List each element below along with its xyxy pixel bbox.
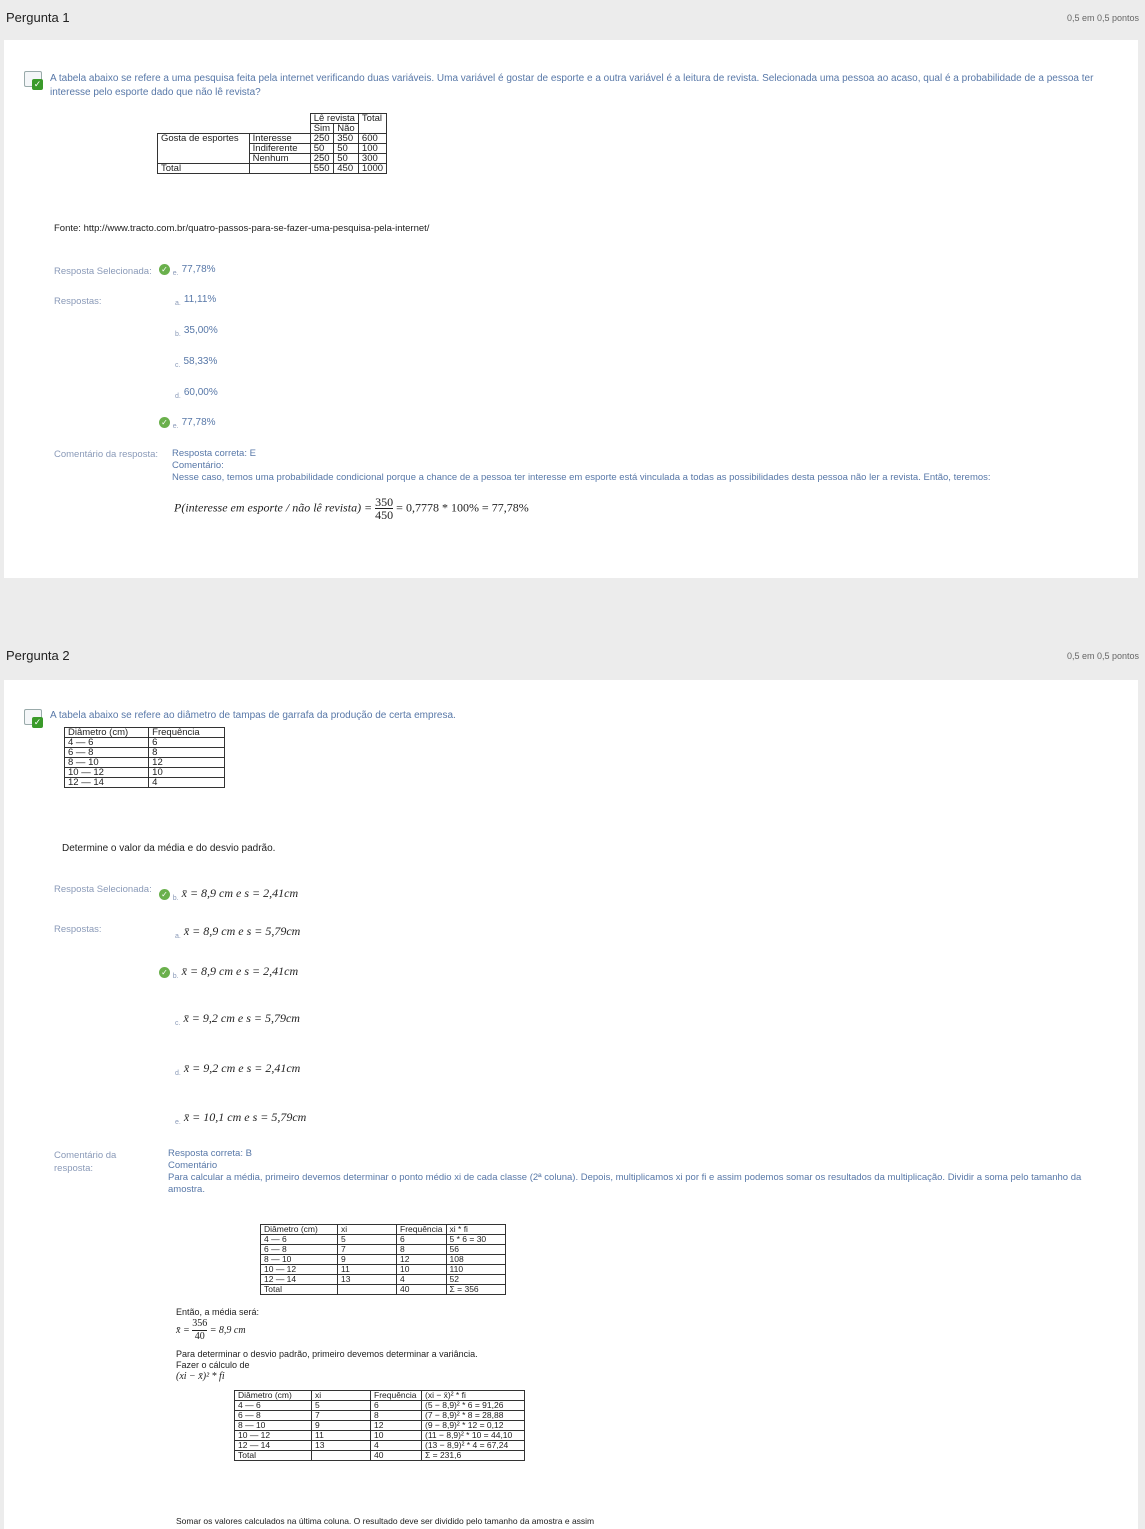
table-cell: 9	[338, 1255, 397, 1265]
table-cell: 5	[338, 1235, 397, 1245]
table-cell: 450	[334, 164, 359, 174]
table-cell: Σ = 231,6	[422, 1451, 525, 1461]
comment-title: Comentário:	[172, 460, 224, 471]
table-cell: (13 − 8,9)² * 4 = 67,24	[422, 1441, 525, 1451]
correct-answer-text: Resposta correta: E	[172, 448, 256, 459]
table-cell	[249, 164, 310, 174]
mean-fraction	[192, 1318, 207, 1343]
row-gosta: Gosta de esportes	[158, 134, 250, 164]
table-cell: 12	[397, 1255, 447, 1265]
q2-prompt: Determine o valor da média e do desvio padrão.	[62, 843, 276, 854]
q2-selected-answer	[159, 886, 298, 902]
q2-title: Pergunta 2	[6, 648, 70, 663]
header-sim: Sim	[310, 124, 334, 134]
table-cell: 8	[149, 748, 225, 758]
q2-comment	[168, 1148, 1088, 1196]
option-value: x̄ = 8,9 cm e s = 2,41cm	[181, 964, 299, 978]
correct-answer-text: Resposta correta: B	[168, 1148, 252, 1159]
q1-formula	[174, 496, 529, 521]
table-cell: 10 — 12	[261, 1265, 338, 1275]
table-cell: 12 — 14	[65, 778, 149, 788]
q2-option-c	[175, 1011, 300, 1027]
table-cell: Total	[158, 164, 250, 174]
q2-comment-label: Comentário da resposta:	[54, 1150, 117, 1174]
option-letter: a.	[175, 300, 181, 307]
option-value: 35,00%	[183, 325, 218, 336]
table-cell: Σ = 356	[446, 1285, 505, 1295]
fazer-text: Fazer o cálculo de	[176, 1360, 250, 1370]
header-le-revista: Lê revista	[310, 114, 358, 124]
option-value: x̄ = 10,1 cm e s = 5,79cm	[183, 1110, 307, 1124]
table-cell: (11 − 8,9)² * 10 = 44,10	[422, 1431, 525, 1441]
table-cell: 100	[358, 144, 386, 154]
q1-selected-answer	[159, 264, 216, 277]
mean-result: = 8,9 cm	[209, 1324, 246, 1336]
table-cell: 40	[371, 1451, 422, 1461]
option-letter: c.	[175, 1020, 181, 1027]
comment-text: Nesse caso, temos uma probabilidade condicional porque a chance de a pessoa ter interesse em esporte está vinculada a todas as possibilidades desta pessoa não ler a revista. Então, teremos:	[172, 472, 991, 483]
option-value: 77,78%	[181, 417, 216, 429]
q1-source: Fonte: http://www.tracto.com.br/quatro-passos-para-se-fazer-uma-pesquisa-pela-internet/	[54, 223, 430, 234]
table-cell: Nenhum	[249, 154, 310, 164]
table-header: Diâmetro (cm)	[235, 1391, 312, 1401]
table-cell: 1000	[358, 164, 386, 174]
table-cell: 8 — 10	[261, 1255, 338, 1265]
header-nao: Não	[334, 124, 359, 134]
table-cell: 12	[149, 758, 225, 768]
table-cell: 10 — 12	[65, 768, 149, 778]
table-header: (xi − x̄)² * fi	[422, 1391, 525, 1401]
q2-option-b	[159, 964, 298, 980]
q2-answers-label: Respostas:	[54, 924, 102, 935]
option-letter: a.	[175, 933, 181, 940]
table-cell: Indiferente	[249, 144, 310, 154]
option-value: 60,00%	[183, 387, 218, 398]
table-cell	[338, 1285, 397, 1295]
table-cell: 600	[358, 134, 386, 144]
table-cell: 9	[312, 1421, 371, 1431]
table-header: xi * fi	[446, 1225, 505, 1235]
table-cell: 6 — 8	[261, 1245, 338, 1255]
option-value: x̄ = 9,2 cm e s = 5,79cm	[183, 1011, 300, 1025]
table-cell: 8 — 10	[235, 1421, 312, 1431]
mean-numerator: 356	[192, 1318, 208, 1329]
table-cell: 10	[371, 1431, 422, 1441]
q1-comment	[172, 448, 1072, 484]
q1-header	[0, 0, 1145, 38]
option-letter: c.	[175, 362, 181, 369]
table-cell: 108	[446, 1255, 505, 1265]
q1-selected-label: Resposta Selecionada:	[54, 266, 152, 277]
q1-option-e	[159, 417, 216, 430]
table-cell: 300	[358, 154, 386, 164]
table-cell: 50	[334, 144, 359, 154]
option-value: 58,33%	[183, 356, 218, 367]
option-value: x̄ = 8,9 cm e s = 2,41cm	[181, 886, 299, 900]
formula-left: P(interesse em esporte / não lê revista) =	[174, 500, 373, 515]
correct-check-icon: ✓	[159, 967, 170, 978]
table-cell: 6 — 8	[235, 1411, 312, 1421]
option-letter: b.	[172, 895, 179, 902]
table-cell: 8	[371, 1411, 422, 1421]
table-cell: 350	[334, 134, 359, 144]
option-value: x̄ = 9,2 cm e s = 2,41cm	[183, 1061, 301, 1075]
header-total: Total	[358, 114, 386, 134]
table-cell: (9 − 8,9)² * 12 = 0,12	[422, 1421, 525, 1431]
table-cell: 7	[338, 1245, 397, 1255]
comment-text: Para calcular a média, primeiro devemos determinar o ponto médio xi de cada classe (2ª coluna). Depois, multiplicamos xi por fi e assim podemos somar os resultados da multiplicação. Dividir a soma pelo tamanho da amostra.	[168, 1172, 1082, 1195]
q2-option-a	[175, 924, 300, 940]
formula-numerator: 350	[375, 495, 394, 509]
formula-right: = 0,7778 * 100% = 77,78%	[396, 500, 529, 515]
q2-option-d	[175, 1061, 300, 1077]
option-letter: e.	[175, 1119, 181, 1126]
table-cell: 8	[397, 1245, 447, 1255]
table-cell: Interesse	[249, 134, 310, 144]
option-letter: b.	[172, 973, 179, 980]
q1-card	[4, 40, 1138, 578]
formula-fraction	[375, 496, 393, 521]
q1-option-c	[175, 356, 217, 369]
table-cell: 6 — 8	[65, 748, 149, 758]
correct-check-icon: ✓	[159, 264, 170, 275]
table-cell: 40	[397, 1285, 447, 1295]
q2-points: 0,5 em 0,5 pontos	[1066, 651, 1139, 661]
header-frequencia: Frequência	[149, 728, 225, 738]
fazer-formula: (xi − x̄)² * fi	[176, 1371, 225, 1382]
q2-selected-label: Resposta Selecionada:	[54, 884, 152, 895]
q2-option-e	[175, 1110, 306, 1126]
table-cell: 6	[149, 738, 225, 748]
table-cell: 5	[312, 1401, 371, 1411]
header-diametro: Diâmetro (cm)	[65, 728, 149, 738]
table-cell: 4	[149, 778, 225, 788]
table-cell: 13	[338, 1275, 397, 1285]
mean-formula: x̄ = $\frac{356}{40}$ = 8,9 cm	[176, 1318, 246, 1342]
table-cell: 6	[397, 1235, 447, 1245]
table-cell: Total	[261, 1285, 338, 1295]
table-cell: 8 — 10	[65, 758, 149, 768]
option-letter: b.	[175, 331, 181, 338]
table-cell: 4 — 6	[261, 1235, 338, 1245]
q1-comment-label: Comentário da resposta:	[54, 449, 159, 460]
table-cell: 4 — 6	[65, 738, 149, 748]
table-cell: 550	[310, 164, 334, 174]
table-cell: 4	[371, 1441, 422, 1451]
q1-points: 0,5 em 0,5 pontos	[1066, 13, 1139, 23]
table-header: Frequência	[397, 1225, 447, 1235]
table-cell: Total	[235, 1451, 312, 1461]
q1-data-table	[157, 113, 387, 174]
table-cell: 11	[312, 1431, 371, 1441]
correct-check-icon: ✓	[159, 889, 170, 900]
option-value: x̄ = 8,9 cm e s = 5,79cm	[183, 924, 301, 938]
q1-question-text: A tabela abaixo se refere a uma pesquisa feita pela internet verificando duas variáveis. Uma variável é gostar de esporte e a outra variável é a leitura de revista. Selecionada uma pessoa ao acaso, qual é a probabilidade de a pessoa ter interesse pelo esporte dado que não lê revista?	[50, 73, 1094, 98]
option-letter: d.	[175, 1070, 181, 1077]
table-cell: 11	[338, 1265, 397, 1275]
option-value: 11,11%	[183, 294, 217, 305]
formula-denominator: 450	[375, 508, 394, 522]
table-cell: 5 * 6 = 30	[446, 1235, 505, 1245]
q1-option-a	[175, 294, 216, 307]
somar-text: Somar os valores calculados na última coluna. O resultado deve ser dividido pelo tamanho da amostra e assim	[176, 1516, 595, 1526]
table-cell: (7 − 8,9)² * 8 = 28,88	[422, 1411, 525, 1421]
table-cell: 50	[334, 154, 359, 164]
question-status-icon: ✓	[24, 71, 44, 91]
table-cell: 13	[312, 1441, 371, 1451]
dp-intro: Para determinar o desvio padrão, primeiro devemos determinar a variância.	[176, 1349, 478, 1359]
q1-option-b	[175, 325, 218, 338]
q2-question-text: A tabela abaixo se refere ao diâmetro de tampas de garrafa da produção de certa empresa.	[50, 710, 456, 721]
option-letter: e.	[172, 270, 179, 278]
table-cell: 4	[397, 1275, 447, 1285]
q2-mean-table	[260, 1224, 506, 1295]
table-cell: 250	[310, 154, 334, 164]
option-letter: d.	[175, 393, 181, 400]
table-cell: 7	[312, 1411, 371, 1421]
mean-intro: Então, a média será:	[176, 1307, 260, 1317]
table-cell: 10	[397, 1265, 447, 1275]
table-cell: 10 — 12	[235, 1431, 312, 1441]
table-cell	[312, 1451, 371, 1461]
table-header: Frequência	[371, 1391, 422, 1401]
table-header: xi	[312, 1391, 371, 1401]
option-value: 77,78%	[181, 264, 216, 276]
q1-title: Pergunta 1	[6, 10, 70, 25]
table-header: Diâmetro (cm)	[261, 1225, 338, 1235]
table-cell: 250	[310, 134, 334, 144]
q2-card	[4, 680, 1138, 1529]
table-cell: 52	[446, 1275, 505, 1285]
table-cell: (5 − 8,9)² * 6 = 91,26	[422, 1401, 525, 1411]
table-cell: 10	[149, 768, 225, 778]
q1-answers-label: Respostas:	[54, 296, 102, 307]
table-cell: 56	[446, 1245, 505, 1255]
table-cell: 4 — 6	[235, 1401, 312, 1411]
correct-check-icon: ✓	[159, 417, 170, 428]
table-cell: 12 — 14	[261, 1275, 338, 1285]
table-cell: 110	[446, 1265, 505, 1275]
q2-header	[0, 638, 1145, 676]
table-cell: 50	[310, 144, 334, 154]
table-cell: 12	[371, 1421, 422, 1431]
comment-title: Comentário	[168, 1160, 218, 1171]
q2-data-table	[64, 727, 225, 788]
mean-denominator: 40	[194, 1331, 205, 1342]
table-cell: 6	[371, 1401, 422, 1411]
table-cell: 12 — 14	[235, 1441, 312, 1451]
q2-variance-table	[234, 1390, 525, 1461]
question-status-icon: ✓	[24, 709, 44, 729]
option-letter: e.	[172, 423, 179, 431]
table-header: xi	[338, 1225, 397, 1235]
q1-option-d	[175, 387, 218, 400]
